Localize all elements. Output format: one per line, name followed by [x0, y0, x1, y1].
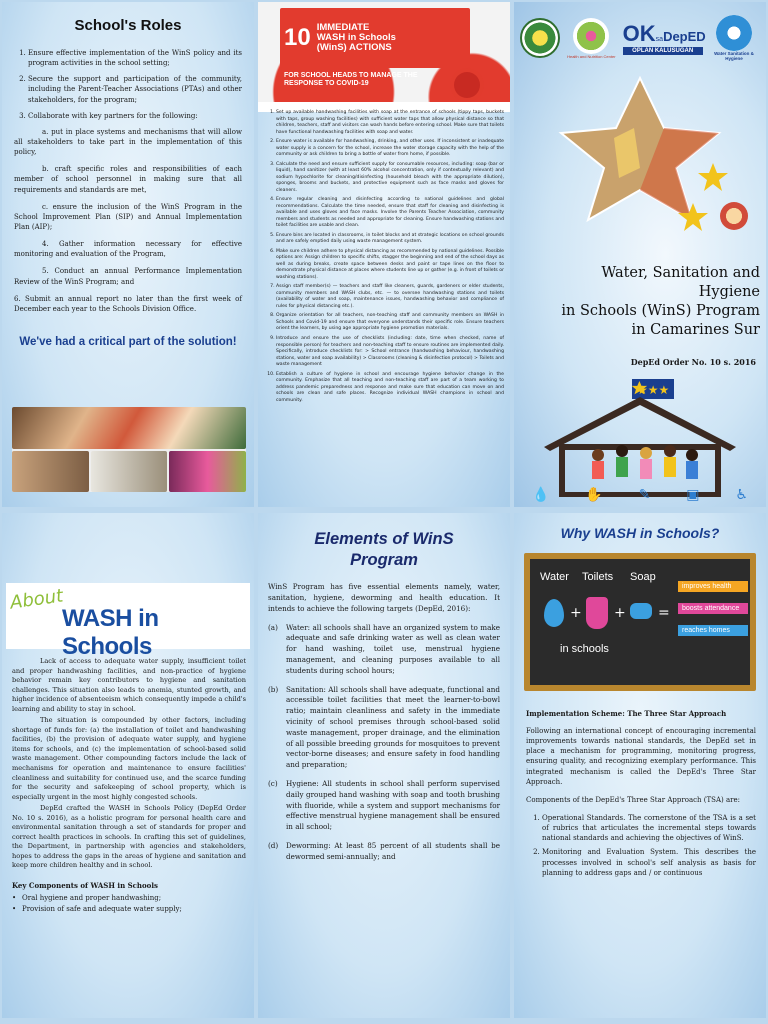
wash-logo-label: Water Sanitation & Hygiene	[714, 51, 754, 61]
banner-title-box	[280, 8, 470, 68]
about-para2: The situation is compounded by other factors, including shortage of funds for: (a) the installation of toilet and handwashing facilities, (b) the provision of adequate water supply, and hygiene items for schools, and (c) the implementation of school-based solid waste management. Other compounding factors include the lack of mechanisms for operation and maintenance to ensure facilities' cleanliness and suitability for continued use, and the scarce funding for the security and safekeeping of school property, which is especially urgent in the most highly congested schools.	[12, 716, 246, 801]
board-water: Water	[540, 571, 569, 583]
panel-about-wash	[2, 513, 254, 1018]
list-item: 5. Ensure bins are located in classrooms, in toilet blocks and at strategic locations on school grounds and are safely emptied daily using waste management system.	[276, 233, 504, 246]
faucet-icon	[544, 599, 564, 627]
list-item	[268, 779, 500, 833]
elements-title-line1: Elements of WinS	[314, 530, 454, 548]
health-nutrition-logo-icon	[573, 18, 609, 54]
board-soap: Soap	[630, 571, 656, 583]
list-item: b. craft specific roles and responsibilities of each member of school personnel in making sure that all requirements and standards are met,	[14, 165, 242, 194]
implementation-section	[526, 709, 756, 882]
list-item: • Provision of safe and adequate water supply;	[12, 904, 246, 915]
panel-ten-actions	[258, 2, 510, 507]
water-drop-icon: 💧	[531, 487, 550, 503]
plus-icon: +	[570, 605, 582, 621]
list-item	[268, 685, 500, 771]
key-components-title: Key Components of WASH in Schools	[12, 881, 158, 891]
list-item: • Oral hygiene and proper handwashing;	[12, 893, 246, 904]
toilet-icon: ♿	[735, 487, 748, 503]
solution-tagline: We've had a critical part of the solution!	[19, 335, 237, 348]
result-improves-health: improves health	[678, 581, 748, 592]
element-label: (b)	[268, 684, 279, 694]
list-item: 7. Assign staff member(s) — teachers and staff like cleaners, guards, gardeners or elder students, community members and WASH clubs, etc. — to oversee handwashing stations and toilets (availability of water and soap, maintenance issues, handwashing behavior and compliance of rules for physical distancing etc.).	[276, 284, 504, 310]
cover-title-line1: Water, Sanitation and	[601, 265, 760, 281]
element-label: (c)	[268, 779, 278, 788]
key-components-list	[12, 893, 246, 914]
board-in-schools: in schools	[560, 643, 609, 655]
panel-cover	[514, 2, 766, 507]
impl-title: Implementation Scheme: The Three Star Approach	[526, 709, 727, 718]
oplan-kalusugan-logo	[622, 21, 706, 55]
handwash-badge-icon	[720, 202, 748, 230]
equals-icon: =	[658, 605, 670, 621]
list-item: 1. Operational Standards. The cornerstone of the TSA is a set of rubrics that articulates the incremental steps towards national standards and achieving the objectives of WinS.	[542, 813, 756, 843]
health-nutrition-label: Health and Nutrition Center	[567, 53, 616, 59]
list-item: 6. Submit an annual report no later than the first week of December each year to the Schools Division Office.	[14, 294, 242, 313]
list-item: 2. Ensure water is available for handwashing, drinking, and other uses. If inconsistent or inadequate water supply is a concern for the school, increase the water storage capacity with the help of the community or ask children to bring a bottle of water from home, if possible.	[276, 139, 504, 159]
list-item: 9. Introduce and ensure the use of checklists (including: date, time when checked, name of responsible person) for teachers and non-teaching staff to ensure routines are implemented daily. Specifically, introduce checklists for: > School entrance (handwashing behaviour, handwashing stations, water and soap availability) > Classrooms (cleaning & disinfection protocol) > Toilets and waste management	[276, 336, 504, 369]
list-item: 5. Conduct an annual Performance Implementation Review of the WinS Program; and	[14, 267, 242, 286]
cover-title-line4: in Camarines Sur	[631, 322, 760, 339]
list-item	[268, 841, 500, 863]
list-item: 1. Set up available handwashing facilities with soap at the entrance of schools (tippy taps, buckets with taps, group washing facilities) with sufficient water taps that allow physical distance so that children, teachers, staff and visitors can wash hands before entering school. Make sure that toilets have functional handwashing facilities with soap and water.	[276, 110, 504, 136]
handwashing-icon: ✋	[585, 487, 603, 503]
elements-title	[258, 529, 510, 570]
about-wash-header	[6, 583, 250, 660]
covid-actions-banner	[258, 2, 510, 112]
why-wash-title: Why WASH in Schools?	[560, 525, 720, 541]
banner-line3: (WinS) ACTIONS	[316, 41, 392, 53]
element-label: (d)	[268, 840, 279, 850]
list-item: 2. Secure the support and participation of the community, including the Parent-Teacher Associations (PTAs) and other stakeholders, for the program;	[28, 74, 242, 104]
element-text: Deworming: At least 85 percent of all students shall be dewormed semi-annually; and	[286, 840, 500, 861]
cover-title-line3: in Schools (WinS) Program	[561, 303, 760, 320]
list-item: c. ensure the inclusion of the WinS Program in the School Improvement Plan (SIP) and Annual Implementation Plan (AIP);	[14, 202, 242, 231]
panel-elements	[258, 513, 510, 1018]
list-item	[268, 623, 500, 677]
result-boosts-attendance: boosts attendance	[678, 603, 748, 614]
actions-list	[266, 110, 504, 407]
banner-line2: WASH in Schools	[316, 32, 396, 44]
element-text: Sanitation: All schools shall have adequate, functional and accessible toilet facilities that meet the learner-to-bowl ratio; maintain cleanliness and safety in the immediate vicinity of school premises through school-based solid waste management, proper drainage, and the elimination of all possible breeding grounds for mosquitoes to prevent vector-borne diseases; and ensure safety in food handling and preparation;	[286, 684, 500, 770]
virus-icon	[454, 72, 480, 98]
toothbrush-icon: ✎	[638, 487, 651, 503]
list-item: 6. Make sure children adhere to physical distancing as recommended by national guidelines. Possible options are: Assign children to specific shifts, stagger the beginning and end of the school days as well as during breaks, create space between desks and paint or tape lines on the floor to demonstrate physical distance at places where students line up or gather (e.g. in front of toilets or washing stations).	[276, 249, 504, 282]
about-body	[12, 657, 246, 914]
svg-text:★★★: ★★★	[637, 383, 670, 397]
about-para3: DepEd crafted the WASH in Schools Policy (DepEd Order No. 10 s. 2016), as a holistic program for personal health care and environmental sanitation through a set of standards for proper and correct health practices in schools. In crafting this set of guidelines, the Department, in partnership with agencies and stakeholders, hopes to address the gaps in the areas of hygiene and sanitation and keep more children healthy and in school.	[12, 804, 246, 870]
cover-title	[520, 264, 760, 341]
deped-logo-text: DepED	[663, 29, 706, 44]
panel-schools-roles	[2, 2, 254, 507]
water-drop-icon	[716, 15, 752, 51]
about-para1: Lack of access to adequate water supply, insufficient toilet and proper handwashing facilities, and non-practice of hygiene behavior remain key contributors to hygiene and sanitation challenges. This situation also leads to anemia, stunted growth, and higher incidence of absenteeism which consequently impede a child's learning and ability to stay in school.	[12, 657, 246, 713]
element-label: (a)	[268, 622, 278, 632]
panel-why-wash	[514, 513, 766, 1018]
ok-sa: sa	[655, 36, 664, 43]
impl-text: Following an international concept of encouraging incremental improvements towards national standards, the DepEd set in place a mechanism for programming, monitoring progress, ensuring quality, and recognizing exemplary performance. This integrated mechanism is called the DepEd's Three Star Approach.	[526, 727, 756, 786]
list-item: 4. Gather information necessary for effective monitoring and evaluation of the Program,	[14, 240, 242, 259]
banner-subtitle: FOR SCHOOL HEADS TO MANAGE THE RESPONSE TO COVID-19	[284, 72, 418, 88]
list-item: 1. Ensure effective implementation of the WinS policy and its program activities in the school setting;	[28, 48, 242, 68]
board-toilets: Toilets	[582, 571, 614, 583]
plus-icon: +	[614, 605, 626, 621]
toilet-icon	[586, 597, 608, 629]
elements-list	[268, 623, 500, 863]
roles-subitems	[14, 127, 242, 314]
cover-title-line2: Hygiene	[698, 284, 760, 301]
gold-star-icon	[678, 202, 708, 232]
list-item: 8. Organize orientation for all teachers, non-teaching staff and community members on WASH in Schools and Covid-19 and ensure that everyone understands their specific role. Ensure teachers orient the learners, by using age appropriate hygiene promotion materials.	[276, 313, 504, 333]
ok-logo: OK	[622, 21, 656, 46]
gold-star-icon	[698, 162, 728, 192]
elements-title-line2: Program	[350, 550, 418, 569]
deped-order: DepEd Order No. 10 s. 2016	[630, 357, 756, 367]
oplan-label: OPLAN KALUSUGAN	[623, 47, 703, 55]
element-text: Water: all schools shall have an organized system to make adequate and safe drinking water as well as clean water for hand washing, toilet use, menstrual hygiene management, and cleaning purposes available to all students during school hours;	[286, 622, 500, 675]
wash-icons-strip	[514, 487, 766, 503]
banner-number: 10	[284, 24, 311, 51]
chalkboard	[524, 553, 756, 691]
elements-intro: WinS Program has five essential elements namely, water, sanitation, hygiene, deworming and health education. It intends to achieve the following targets (DepEd, 2016):	[268, 582, 500, 613]
handwashing-children-photo	[12, 407, 246, 492]
about-label: About	[8, 585, 65, 614]
list-item: 3. Calculate the need and ensure sufficient supply for consumable resources, including: soap (bar or liquid), hand sanitizer (with at least 60% alcohol concentration, only if contextually relevant) and sodium hypochlorite for cleaning/disinfecting (household bleach with the appropriate dilution), sponges, brooms and buckets, and protective equipment such as face masks and gloves for cleaners.	[276, 162, 504, 195]
result-reaches-homes: reaches homes	[678, 625, 748, 636]
banner-line1: IMMEDIATE	[316, 22, 370, 34]
list-item: 3. Collaborate with key partners for the following:	[28, 111, 242, 121]
list-item: 2. Monitoring and Evaluation System. This describes the processes involved in school's self analysis as basis for planning to address gaps and / or continuous	[542, 847, 756, 877]
schools-roles-title: School's Roles	[74, 17, 182, 34]
about-heading: WASH in Schools	[62, 605, 159, 660]
components-title: Components of the DepEd's Three Star Approach (TSA) are:	[526, 795, 740, 804]
list-item: 4. Ensure regular cleaning and disinfecting according to national guidelines and global recommendations. Calculate the time needed, ensure that staff for cleaning and disinfecting is available and uses gloves and face masks. Involve the Parents Teacher Association, community members and students as needed and appropriate for cleaning. Ensure handwashing stations and toilet facilities are usable and clean.	[276, 197, 504, 230]
school-house-illustration	[540, 377, 740, 497]
tsa-list	[526, 813, 756, 878]
soap-icon: ▣	[686, 487, 700, 503]
element-text: Hygiene: All students in school shall perform supervised daily grouped hand washing with soap and tooth brushing with fluoride, while a system and support mechanisms for effective menstrual hygiene management shall be ensured in all school;	[286, 779, 500, 832]
logo-row	[514, 8, 766, 68]
roles-list	[14, 48, 242, 121]
list-item: 10. Establish a culture of hygiene in school and encourage hygiene behavior change in the community. Emphasize that all teaching and non-teaching staff are part of a team working to address pandemic preparedness and response and make sure that education can move on and schools are clean and safe places. Recognize individual WASH champions in school and community.	[276, 372, 504, 405]
deped-seal-icon	[520, 18, 560, 58]
list-item: a. put in place systems and mechanisms that will allow all stakeholders to take part in the implementation of this policy,	[14, 127, 242, 157]
soap-icon	[630, 603, 652, 619]
